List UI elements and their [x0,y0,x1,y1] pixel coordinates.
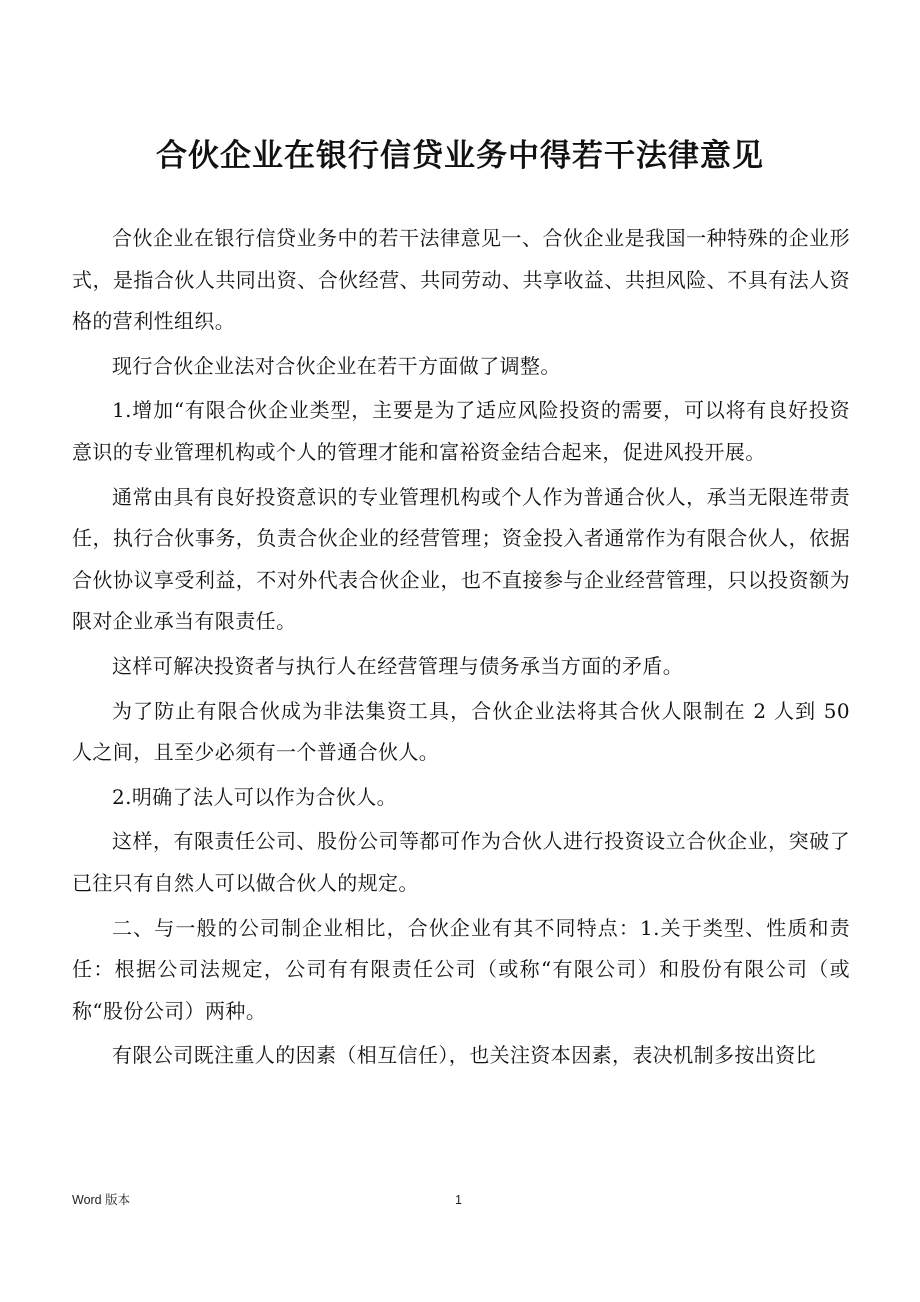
body-paragraph: 为了防止有限合伙成为非法集资工具，合伙企业法将其合伙人限制在 2 人到 50 人之间，且至少必须有一个普通合伙人。 [72,698,850,765]
body-paragraph: 这样可解决投资者与执行人在经营管理与债务承当方面的矛盾。 [112,653,684,678]
page-number: 1 [455,1193,462,1207]
document-title: 合伙企业在银行信贷业务中得若干法律意见 [156,138,764,174]
body-paragraph: 二、与一般的公司制企业相比，合伙企业有其不同特点：1.关于类型、性质和责任：根据公司法规定，公司有有限责任公司（或称“有限公司）和股份有限公司（或称“股份公司）两种。 [72,915,850,1023]
footer-label: Word 版本 [72,1193,131,1207]
body-paragraph: 2.明确了法人可以作为合伙人。 [112,784,398,809]
body-paragraph: 现行合伙企业法对合伙企业在若干方面做了调整。 [112,353,561,378]
body-paragraph: 通常由具有良好投资意识的专业管理机构或个人作为普通合伙人，承当无限连带责任，执行合伙事务，负责合伙企业的经营管理；资金投入者通常作为有限合伙人，依据合伙协议享受利益，不对外代表合伙企业，也不直接参与企业经营管理，只以投资额为限对企业承当有限责任。 [72,484,850,634]
body-paragraph: 1.增加“有限合伙企业类型，主要是为了适应风险投资的需要，可以将有良好投资意识的专业管理机构或个人的管理才能和富裕资金结合起来，促进风投开展。 [72,398,850,464]
body-paragraph: 这样，有限责任公司、股份公司等都可作为合伙人进行投资设立合伙企业，突破了已往只有自然人可以做合伙人的规定。 [72,829,850,895]
document-body [72,218,850,1080]
body-paragraph: 有限公司既注重人的因素（相互信任），也关注资本因素，表决机制多按出资比 [112,1043,816,1068]
body-paragraph: 合伙企业在银行信贷业务中的若干法律意见一、合伙企业是我国一种特殊的企业形式，是指合伙人共同出资、合伙经营、共同劳动、共享收益、共担风险、不具有法人资格的营利性组织。 [72,226,850,334]
